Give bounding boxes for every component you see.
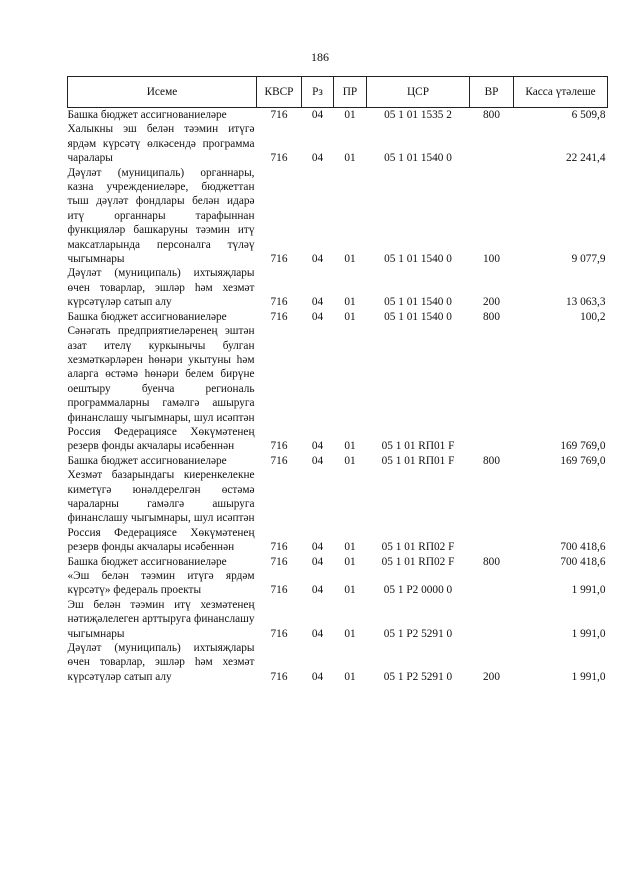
cell-vr [470,468,514,554]
cell-rz: 04 [311,454,324,467]
cell-name: Сәнәгать предприятиеләренең эштән азат ителү куркынычы булган хезмәткәрләрен һөнәри укытуны һәм аларга өстәмә һөнәри белем бирүне оештыру буенча региональ программаларны гамәлгә ашыруга финанслашу чыгымнары, шул исәптән Россия Федерациясе Хөкүмәтенең резерв фонды акчалары исәбеннән [67,325,255,453]
cell-vr: 800 [483,454,500,467]
table-row [68,310,608,324]
table-row [68,166,608,267]
cell-name: Башка бюджет ассигнованиеләре [67,109,227,121]
cell-vr [470,598,514,641]
cell-name: Дәүләт (муниципаль) органнары, казна учреждениеләре, бюджеттан тыш дәүләт фондлары белән идарә итү органнары тарафыннан функцияләр башкаруны тәэмин итү максатларында персоналга түләү чыгымнары [67,166,255,266]
cell-csr: 05 1 01 1535 2 [384,109,452,121]
cell-csr: 05 1 P2 5291 0 [383,670,453,683]
cell-kvsr: 716 [270,152,288,165]
table-row [68,598,608,641]
cell-rz: 04 [311,627,324,640]
cell-kvsr: 716 [270,109,288,121]
cell-name: Эш белән тәэмин итү хезмәтенең нәтиҗәлелеген арттыруга финанслашу чыгымнары [67,598,255,640]
cell-sum: 1 991,0 [571,670,606,683]
cell-csr: 05 1 P2 0000 0 [383,584,453,597]
cell-vr [470,324,514,454]
cell-name: Башка бюджет ассигнованиеләре [67,555,227,568]
cell-vr [470,569,514,598]
cell-name: Халыкны эш белән тәэмин итүгә ярдәм күрсәтү өлкәсендә программа чаралары [67,123,255,165]
cell-name: «Эш белән тәэмин итүгә ярдәм күрсәтү» федераль проекты [67,570,255,597]
cell-csr: 05 1 01 1540 0 [384,296,452,309]
cell-kvsr: 716 [270,555,288,568]
cell-sum: 1 991,0 [571,584,606,597]
cell-rz: 04 [311,253,324,266]
cell-csr: 05 1 01 RП01 F [381,440,455,453]
cell-pr: 01 [344,152,356,165]
cell-name: Дәүләт (муниципаль) ихтыяҗлары өчен товарлар, эшләр һәм хезмәт күрсәтүләр сатып алу [67,642,255,683]
cell-sum: 13 063,3 [565,296,606,309]
cell-rz: 04 [311,152,324,165]
cell-rz: 04 [311,109,324,121]
cell-sum: 1 991,0 [571,627,606,640]
table-row [68,108,608,123]
cell-sum: 700 418,6 [560,541,606,554]
cell-csr: 05 1 01 1540 0 [384,253,452,266]
cell-kvsr: 716 [270,670,288,683]
cell-name: Хезмәт базарындагы киеренкелекне киметүгә юнәлдерелгән өстәмә чараларны гамәлгә ашыруга финанслашу чыгымнары, шул исәптән Россия Федерациясе Хөкүмәтенең резерв фонды акчалары исәбеннән [67,469,255,554]
cell-rz: 04 [311,310,324,323]
cell-kvsr: 716 [270,296,288,309]
cell-pr: 01 [344,296,356,309]
cell-name: Дәүләт (муниципаль) ихтыяҗлары өчен товарлар, эшләр һәм хезмәт күрсәтүләр сатып алу [67,267,255,309]
table-row [68,468,608,554]
cell-csr: 05 1 01 RП02 F [381,555,455,568]
cell-sum: 700 418,6 [560,555,606,568]
cell-kvsr: 716 [270,310,288,323]
cell-name: Башка бюджет ассигнованиеләре [67,310,227,323]
cell-csr: 05 1 01 1540 0 [384,310,452,323]
table-row [68,641,608,684]
cell-csr: 05 1 01 1540 0 [384,152,452,165]
table-row [68,266,608,309]
cell-vr: 200 [483,670,500,683]
cell-pr: 01 [344,440,356,453]
header-kvsr: КВСР [257,77,302,108]
header-sum: Касса үтәлеше [514,77,608,108]
cell-sum: 169 769,0 [560,454,606,467]
cell-rz: 04 [311,670,324,683]
cell-pr: 01 [344,310,356,323]
cell-sum: 22 241,4 [565,152,606,165]
cell-vr: 100 [483,253,500,266]
cell-vr: 800 [483,109,500,121]
cell-pr: 01 [344,253,356,266]
table-row [68,454,608,468]
cell-name: Башка бюджет ассигнованиеләре [67,454,227,467]
cell-sum: 6 509,8 [571,109,606,121]
cell-rz: 04 [311,584,324,597]
budget-table [67,76,608,684]
cell-kvsr: 716 [270,584,288,597]
cell-vr: 800 [483,310,500,323]
cell-rz: 04 [311,296,324,309]
cell-csr: 05 1 01 RП02 F [381,541,455,554]
cell-kvsr: 716 [270,440,288,453]
header-vr: ВР [470,77,514,108]
cell-csr: 05 1 P2 5291 0 [383,627,453,640]
cell-pr: 01 [344,555,356,568]
header-pr: ПР [334,77,367,108]
header-rz: Рз [302,77,334,108]
header-name: Исеме [68,77,257,108]
cell-rz: 04 [311,541,324,554]
cell-pr: 01 [344,627,356,640]
table-body [68,108,608,685]
header-csr: ЦСР [367,77,470,108]
cell-sum: 169 769,0 [560,440,606,453]
page-number: 186 [311,50,329,64]
cell-rz: 04 [311,440,324,453]
cell-kvsr: 716 [270,253,288,266]
cell-kvsr: 716 [270,541,288,554]
cell-pr: 01 [344,584,356,597]
table-row [68,122,608,165]
table-row [68,569,608,598]
cell-vr [470,122,514,165]
cell-pr: 01 [344,541,356,554]
cell-vr: 800 [483,555,500,568]
cell-pr: 01 [344,454,356,467]
table-row [68,324,608,454]
cell-pr: 01 [344,670,356,683]
cell-kvsr: 716 [270,627,288,640]
table-header [68,77,608,108]
table-row [68,555,608,569]
cell-kvsr: 716 [270,454,288,467]
cell-rz: 04 [311,555,324,568]
cell-pr: 01 [344,109,356,121]
cell-sum: 100,2 [580,310,606,323]
cell-vr: 200 [483,296,500,309]
cell-sum: 9 077,9 [571,253,606,266]
cell-csr: 05 1 01 RП01 F [381,454,455,467]
